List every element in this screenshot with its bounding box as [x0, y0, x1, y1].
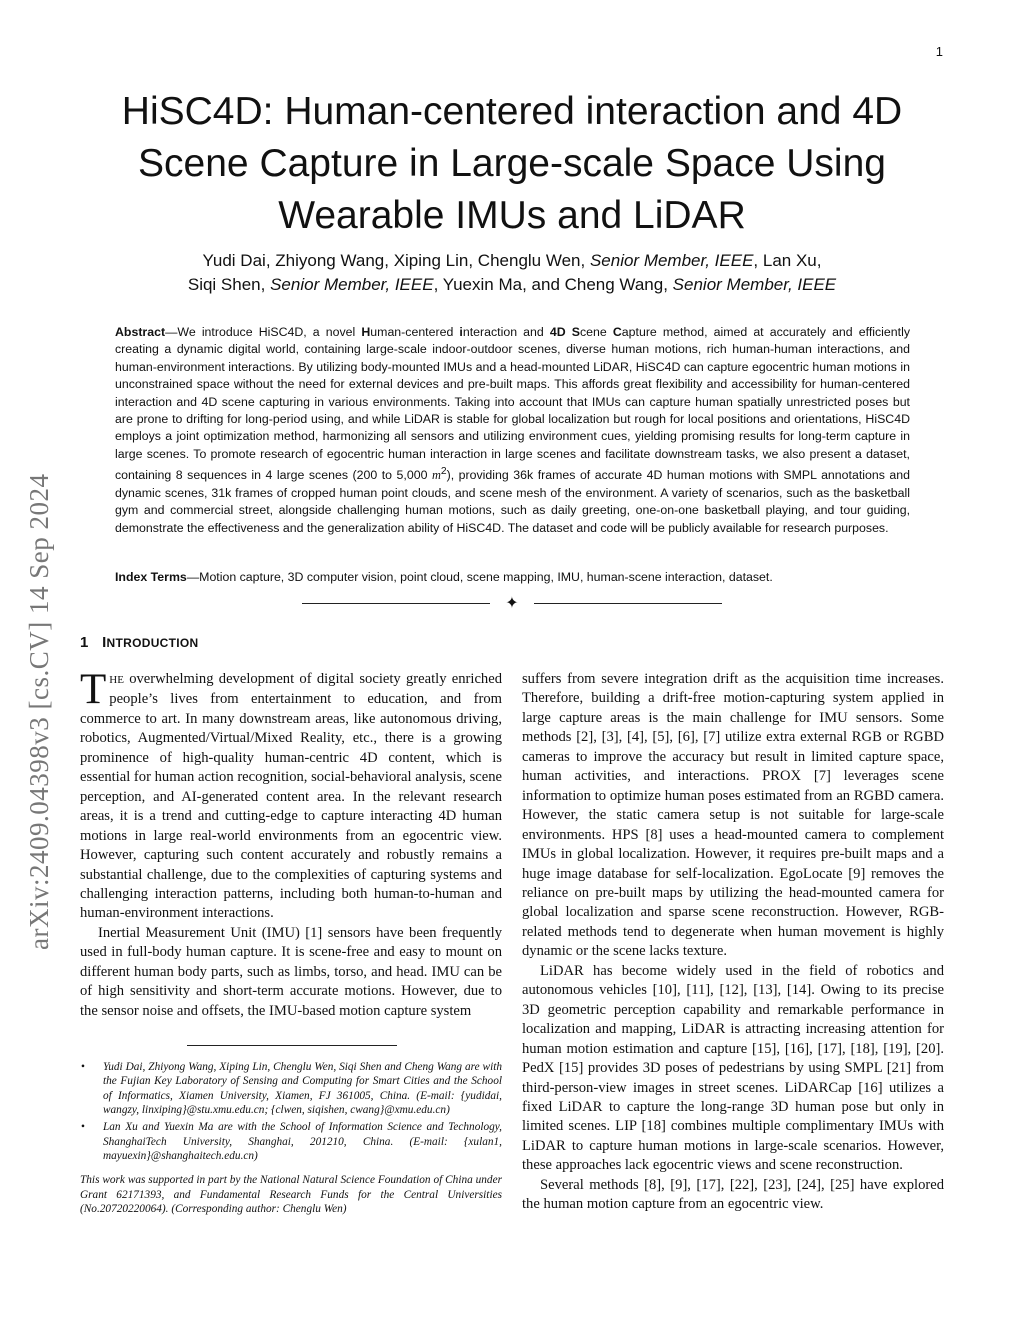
index-terms-dash: — — [186, 570, 200, 584]
arxiv-stamp — [16, 330, 76, 950]
abstract-unit-exponent: 2 — [440, 466, 447, 478]
title-line-3: Wearable IMUs and LiDAR — [278, 194, 746, 237]
intro-paragraph-4: Several methods [8], [9], [17], [22], [23], [24], [25] have explored the human motion capture from an egocentric view. — [522, 1176, 944, 1213]
abstract-fragment: nteraction and — [462, 325, 550, 339]
title-line-2: Scene Capture in Large-scale Space Using — [138, 142, 886, 185]
intro-paragraph-2-continued: suffers from severe integration drift as the acquisition time increases. Therefore, building a drift-free motion-capturing system applied in large capture areas is the main challenge for IMU sensors. Some methods [2], [3], [4], [5], [6], [7] utilize extra external RGB or RGBD cameras to improve the accuracy but result in limited capture space, human activities, and interactions. PROX [7] leverages scene information to optimize human poses estimated from an RGBD camera. However, the static camera setup is not suitable for large-scale environments. HPS [8] uses a head-mounted camera to complement IMUs in global localization. However, it requires pre-built maps and a huge image database for self-localization. EgoLocate [9] removes the reliance on pre-built maps by utilizing the head-mounted camera for global localization and sparse scene reconstruction. However, RGB-related methods tend to degenerate when human movement is highly dynamic or the scene lacks texture. — [522, 671, 944, 960]
left-column — [80, 666, 502, 1021]
authors-part-4: , Yuexin Ma, and Cheng Wang, — [433, 275, 673, 294]
abstract-fragment: cene — [580, 325, 613, 339]
authors-part-1: Yudi Dai, Zhiyong Wang, Xiping Lin, Chenglu Wen, — [202, 251, 590, 270]
intro-paragraph-1-text: overwhelming development of digital society greatly enriched people’s lives from entertainment to education, and from commerce to art. In many downstream areas, like autonomous driving, robotics, Augmented/Virtual/Mixed Reality, etc., there is a growing prominence of high-quality human-centric 4D content, which is essential for human action recognition, social-behavioral analysis, scene perception, and AI-generated content area. In the relevant research areas, it is a trend and cutting-edge to capture interacting 4D human motions in large real-world environments from an egocentric view. However, capturing such content accurately and robustly remains a substantial challenge, due to the complexities of capturing systems and challenging interaction patterns, including both human-to-human and human-environment interactions. — [80, 671, 502, 922]
footnote-bullet: • — [81, 1061, 85, 1073]
drop-cap: T — [80, 666, 107, 713]
abstract-acronym-s: S — [571, 325, 580, 339]
divider-star-icon: ✦ — [505, 595, 519, 612]
abstract-acronym-h: H — [361, 325, 371, 339]
section-divider — [302, 594, 722, 614]
title-line-1: HiSC4D: Human-centered interaction and 4D — [121, 90, 903, 133]
abstract-acronym-4d: 4D — [549, 325, 566, 339]
intro-small-caps: HE — [109, 674, 124, 686]
footnote-rule — [187, 1045, 397, 1046]
footnote-bullet: • — [81, 1121, 85, 1134]
authors-part-2: , Lan Xu, — [753, 251, 822, 270]
abstract-unit-m: m — [431, 468, 441, 483]
footnote-affiliation-2 — [80, 1120, 502, 1163]
abstract — [115, 324, 910, 537]
section-number: 1 — [80, 634, 89, 651]
abstract-acronym-c: C — [612, 325, 622, 339]
intro-paragraph-2: Inertial Measurement Unit (IMU) [1] sensors have been frequently used in full-body human capture. It is scene-free and easy to mount on different human body parts, such as limbs, torso, and head. IMU can be of high sensitivity and short-term accurate motions. However, due to the sensor noise and offsets, the IMU-based motion capture system — [80, 924, 502, 1019]
author-membership-3: Senior Member, IEEE — [672, 275, 837, 294]
footnotes — [80, 1060, 502, 1228]
paper-title — [60, 86, 964, 242]
section-heading — [80, 634, 199, 651]
section-title-initial: I — [102, 634, 107, 651]
funding-note: This work was supported in part by the National Natural Science Foundation of China under Grant 62171393, and Fundamental Research Funds for the Central Universities (No.20720220064). (Corresponding author: Chenglu Wen) — [80, 1174, 502, 1216]
intro-paragraph-3: LiDAR has become widely used in the field of robotics and autonomous vehicles [10], [11], [12], [13], [14]. Owing to its precise 3D geometric perception capability and remarkable performance in localization and mapping, LiDAR is attracting increasing attention for human motion estimation and capture [15], [16], [17], [18], [19], [20]. PedX [15] provides 3D poses of pedestrians by using SMPL [21] from third-person-view images in street scenes. LiDARCap [16] utilizes a fixed LiDAR to capture the long-range 3D human pose but only in limited scenes. LIP [18] combines multiple complimentary IMUs with LiDAR to capture human motions in large-scale scenarios. However, these approaches lack egocentric views and scene reconstruction. — [522, 962, 944, 1174]
index-terms-text: Motion capture, 3D computer vision, point cloud, scene mapping, IMU, human-scene interaction, dataset. — [199, 570, 773, 584]
footnote-affiliation-1 — [80, 1060, 502, 1117]
index-terms-label: Index Terms — [115, 570, 187, 584]
author-list — [60, 249, 964, 297]
divider-line-left — [302, 603, 490, 604]
footnote-affiliation-2-text: Lan Xu and Yuexin Ma are with the School of Information Science and Technology, ShanghaiTech University, Shanghai, 201210, China. (E-mail: {xulan1, mayuexin}@shanghaitech.edu.cn) — [103, 1121, 502, 1163]
abstract-label: Abstract — [115, 325, 166, 339]
abstract-acronym-i: i — [459, 325, 463, 339]
intro-paragraph-1 — [80, 666, 502, 924]
page-number: 1 — [935, 44, 943, 59]
right-column — [522, 670, 944, 1215]
arxiv-stamp-text: arXiv:2409.04398v3 [cs.CV] 14 Sep 2024 — [24, 473, 54, 950]
abstract-body-2: ), providing 36k frames of accurate 4D human motions with SMPL annotations and dynamic scenes, 31k frames of cropped human point clouds, and scene mesh of the environment. A variety of scenarios, such as the basketball gym and commercial street, alongside challenging human motions, such as daily greeting, one-on-one basketball playing, and tour guiding, demonstrate the effectiveness and the generalization ability of HiSC4D. The dataset and code will be publicly available for research purposes. — [115, 468, 911, 535]
authors-part-3: Siqi Shen, — [187, 275, 271, 294]
abstract-dash: — — [165, 325, 178, 339]
index-terms — [115, 569, 910, 586]
abstract-intro: We introduce HiSC4D, a novel — [177, 325, 362, 339]
footnote-affiliation-1-text: Yudi Dai, Zhiyong Wang, Xiping Lin, Chenglu Wen, Siqi Shen and Cheng Wang are with the Fujian Key Laboratory of Sensing and Computing for Smart Cities and the School of Informatics, Xiamen University, Xiamen, FJ 361005, China. (E-mail: {yudidai, wangzy, linxiping}@stu.xmu.edu.cn; {clwen, siqishen, cwang}@xmu.edu.cn) — [103, 1061, 502, 1117]
section-title-rest: NTRODUCTION — [106, 636, 199, 650]
abstract-fragment: uman-centered — [370, 325, 460, 339]
divider-line-right — [534, 603, 722, 604]
abstract-body-1: apture method, aimed at accurately and efficiently creating a dynamic digital world, containing large-scale indoor-outdoor scenes, diverse human motions, rich human-human interactions, and human-environment interactions. By utilizing body-mounted IMUs and a head-mounted LiDAR, HiSC4D can capture egocentric human motions in unconstrained space without the need for external devices and pre-built maps. This affords great flexibility and accessibility for human-centered interaction and 4D scene capturing in various environments. Taking into account that IMUs can capture human spatially unrestricted poses but are prone to drifting for long-period using, and while LiDAR is stable for global localization but rough for local positions and orientations, HiSC4D employs a joint optimization method, harmonizing all sensors and utilizing environment cues, yielding promising results for long-term capture in large scenes. To promote research of egocentric human interaction in large scenes and facilitate downstream tasks, we also present a dataset, containing 8 sequences in 4 large scenes (200 to 5,000 — [115, 325, 910, 483]
author-membership-1: Senior Member, IEEE — [589, 251, 754, 270]
author-membership-2: Senior Member, IEEE — [270, 275, 434, 294]
